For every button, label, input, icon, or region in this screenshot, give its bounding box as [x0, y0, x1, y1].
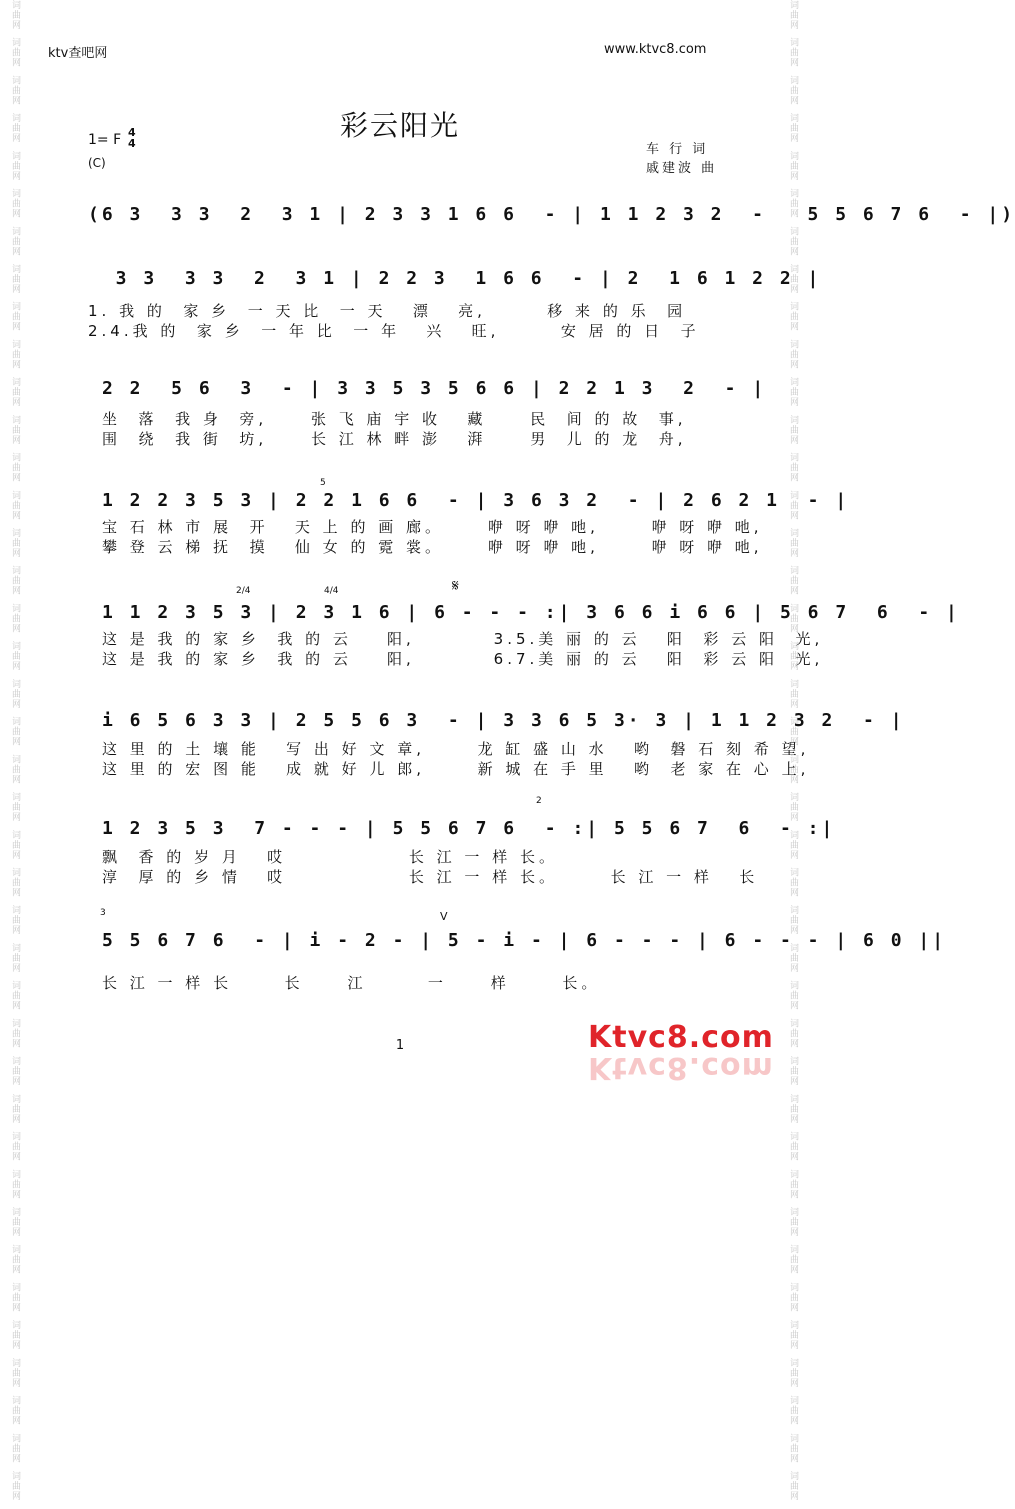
- key-signature: 1= F: [88, 132, 122, 148]
- lyric-row-1-verse-b: 2.4.我 的 家 乡 一 年 比 一 年 兴 旺, 安 居 的 日 子: [88, 322, 700, 340]
- grace-note: 5: [320, 478, 326, 488]
- song-title: 彩云阳光: [339, 109, 460, 142]
- lyric-row-2-verse-a: 坐 落 我 身 旁, 张 飞 庙 宇 收 藏 民 间 的 故 事,: [102, 410, 687, 428]
- site-url-right[interactable]: www.ktvc8.com: [604, 42, 707, 57]
- time-change-4-4: 4/4: [324, 586, 339, 596]
- lyricist-credit: 车 行 词: [646, 142, 709, 157]
- notes-row-3: 1 2 2 3 5 3 | 2 2 1 6 6 - | 3 6 3 2 - | 2 6 2 1 - |: [102, 490, 850, 511]
- notes-row-6: 1 2 3 5 3 7 - - - | 5 5 6 7 6 - :| 5 5 6 7 6 - :|: [102, 818, 836, 839]
- lyric-row-6-verse-a: 飘 香 的 岁 月 哎 长 江 一 样 长。: [102, 848, 558, 866]
- margin-watermark-left: 词曲网 词曲网 词曲网 词曲网 词曲网 词曲网 词曲网 词曲网 词曲网 词曲网 词曲网 词曲网 词曲网 词曲网 词曲网 词曲网 词曲网 词曲网 词曲网 词曲网 词曲网 词曲网 词曲网 词曲网 词曲网 词曲网 词曲网 词曲网 词曲网 词曲网 词曲网 词曲网 词曲网 词曲网 词曲网 词曲网 词曲网 词曲网 词曲网 词曲网: [10, 0, 20, 1509]
- notes-row-5: i 6 5 6 3 3 | 2 5 5 6 3 - | 3 3 6 5 3· 3 | 1 1 2 3 2 - |: [102, 710, 905, 731]
- notes-row-4: 1 1 2 3 5 3 | 2 3 1 6 | 6 - - - :| 3 6 6 i 6 6 | 5 6 7 6 - |: [102, 602, 960, 623]
- score-row-0: [88, 200, 1015, 240]
- ktvc8-logo: Ktvc8.com: [588, 1020, 774, 1055]
- lyric-row-6-verse-b: 淳 厚 的 乡 情 哎 长 江 一 样 长。 长 江 一 样 长: [102, 868, 759, 886]
- time-bottom: 4: [128, 137, 136, 150]
- score-row-2: [88, 374, 767, 454]
- volta-2-label: 2: [536, 796, 542, 806]
- mode-label: (C): [88, 156, 106, 170]
- notes-row-2: 2 2 5 6 3 - | 3 3 5 3 5 6 6 | 2 2 1 3 2 - |: [102, 378, 767, 399]
- time-change-2-4: 2/4: [236, 586, 251, 596]
- lyric-row-3-verse-a: 宝 石 林 市 展 开 天 上 的 画 廊。 咿 呀 咿 吔, 咿 呀 咿 吔,: [102, 518, 763, 536]
- lyric-row-4-verse-b: 这 是 我 的 家 乡 我 的 云 阳, 6.7.美 丽 的 云 阳 彩 云 阳 光,: [102, 650, 824, 668]
- page-number: 1: [395, 1038, 405, 1053]
- lyric-row-3-verse-b: 攀 登 云 梯 抚 摸 仙 女 的 霓 裳。 咿 呀 咿 吔, 咿 呀 咿 吔,: [102, 538, 763, 556]
- score-row-5: [88, 706, 905, 786]
- time-top: 4: [128, 126, 136, 139]
- composer-credit: 戚建波 曲: [646, 161, 718, 176]
- breath-mark: V: [440, 910, 448, 923]
- score-row-7: [88, 908, 947, 996]
- margin-watermark-right: 词曲网 词曲网 词曲网 词曲网 词曲网 词曲网 词曲网 词曲网 词曲网 词曲网 词曲网 词曲网 词曲网 词曲网 词曲网 词曲网 词曲网 词曲网 词曲网 词曲网 词曲网 词曲网 词曲网 词曲网 词曲网 词曲网 词曲网 词曲网 词曲网 词曲网 词曲网 词曲网 词曲网 词曲网 词曲网 词曲网 词曲网 词曲网 词曲网 词曲网: [788, 0, 798, 1509]
- score-row-3: [88, 478, 850, 566]
- lyric-row-4-verse-a: 这 是 我 的 家 乡 我 的 云 阳, 3.5.美 丽 的 云 阳 彩 云 阳 光,: [102, 630, 824, 648]
- score-row-6: [88, 796, 836, 894]
- lyric-row-5-verse-a: 这 里 的 土 壤 能 写 出 好 文 章, 龙 缸 盛 山 水 哟 磐 石 刻 希 望,: [102, 740, 810, 758]
- score-row-4: [88, 576, 960, 678]
- time-signature: [128, 127, 136, 149]
- lyric-row-1-verse-a: 1. 我 的 家 乡 一 天 比 一 天 漂 亮, 移 来 的 乐 园: [88, 302, 687, 320]
- lyric-row-2-verse-b: 围 绕 我 街 坊, 长 江 林 畔 澎 湃 男 儿 的 龙 舟,: [102, 430, 687, 448]
- site-name-left[interactable]: ktv查吧网: [48, 46, 108, 61]
- segno-sign: 𝄋: [452, 576, 459, 595]
- lyric-row-7: 长 江 一 样 长 长 江 一 样 长。: [102, 974, 601, 992]
- ktvc8-logo-reflection: Ktvc8.com: [588, 1050, 774, 1085]
- notes-row-0: (6 3 3 3 2 3 1 | 2 3 3 1 6 6 - | 1 1 2 3 2 - 5 5 6 7 6 - |): [88, 204, 1015, 225]
- notes-row-1: 3 3 3 3 2 3 1 | 2 2 3 1 6 6 - | 2 1 6 1 2 2 |: [88, 268, 822, 289]
- volta-3-label: 3: [100, 908, 106, 918]
- notes-row-7: 5 5 6 7 6 - | i - 2 - | 5 - i - | 6 - - - | 6 - - - | 6 0 ||: [102, 930, 947, 951]
- score-row-1: [88, 264, 822, 344]
- lyric-row-5-verse-b: 这 里 的 宏 图 能 成 就 好 儿 郎, 新 城 在 手 里 哟 老 家 在 心 上,: [102, 760, 810, 778]
